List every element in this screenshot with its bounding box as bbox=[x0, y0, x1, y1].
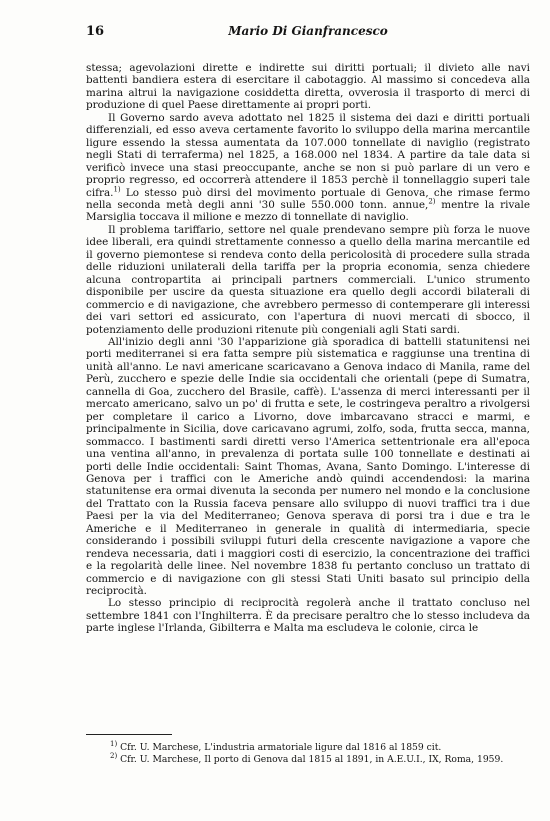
footnote-ref-1: 1) bbox=[113, 185, 121, 194]
paragraph-2-end: mentre la rivale Marsiglia toccava il milione e mezzo di tonnellate di naviglio. bbox=[86, 198, 530, 224]
paragraph-3: Il problema tariffario, settore nel quale prendevano sempre più forza le nuove idee liberali, era quindi strettamente connesso a quello della marina mercantile ed il governo piemontese si rendeva conto della pericolosità di procedere sulla strada delle riduzioni unilaterali della tariffa per la propria economia, senza chiedere alcuna contropartita ai principali partners commerciali. L'unico strumento disponibile per uscire da questa situazione era quello degli accordi bilaterali di commercio e di navigazione, che avrebbero permesso di contemperare gli interessi dei vari settori ed assicurato, con l'apertura di nuovi mercati di sbocco, il potenziamento delle produzioni ritenute più congeniali agli Stati sardi. bbox=[86, 223, 530, 336]
paragraph-2-text: Il Governo sardo aveva adottato nel 1825 il sistema dei dazi e diritti portuali differenziali, ed esso aveva certamente favorito lo sviluppo della marina mercantile ligure essendo la stessa aumentata da 107.000 tonnellate di naviglio (registrato negli Stati di terraferma) nel 1825, a 168.000 nel 1834. A partire da tale data si verificò invece una stasi preoccupante, anche se non si può parlare di un vero e proprio regresso, ed occorrerà attendere il 1853 perchè il tonnellaggio superi tale cifra. bbox=[86, 111, 530, 199]
footnote-1 bbox=[86, 739, 530, 754]
footnote-1-mark: 1) bbox=[110, 739, 118, 748]
body-text bbox=[86, 62, 530, 635]
paragraph-2-cont: Lo stesso può dirsi del movimento portuale di Genova, che rimase fermo nella seconda metà degli anni '30 sulle 550.000 tonn. annue, bbox=[86, 186, 530, 211]
running-head: Mario Di Gianfrancesco bbox=[228, 24, 388, 38]
footnote-divider bbox=[86, 734, 172, 735]
page-header bbox=[86, 24, 530, 44]
footnotes bbox=[86, 739, 530, 765]
page-number: 16 bbox=[86, 24, 105, 39]
footnote-ref-2: 2) bbox=[428, 197, 436, 206]
paragraph-2 bbox=[86, 112, 530, 224]
paragraph-4: All'inizio degli anni '30 l'apparizione già sporadica di battelli statunitensi nei porti mediterranei si era fatta sempre più sistematica e raggiunse una trentina di unità all'anno. Le navi americane scaricavano a Genova indaco di Manila, rame del Perù, zucchero e spezie delle Indie sia occidentali che orientali (pepe di Sumatra, cannella di Goa, zucchero del Brasile, caffè). L'assenza di merci interessanti per il mercato americano, salvo un po' di frutta e sete, le costringeva peraltro a rivolgersi per completare il carico a Livorno, dove imbarcavano stracci e marmi, e principalmente in Sicilia, dove caricavano agrumi, zolfo, soda, frutta secca, manna, sommacco. I bastimenti sardi diretti verso l'America settentrionale era all'epoca una ventina all'anno, in prevalenza di portata sulle 100 tonnellate e destinati ai porti delle Indie occidentali: Saint Thomas, Avana, Santo Domingo. L'interesse di Genova per i traffici con le Americhe andò quindi accendendosi: la marina statunitense era ormai divenuta la seconda per numero nel mondo e la conclusione del Trattato con la Russia faceva pensare allo sviluppo di nuovi traffici tra i due Paesi per la via del Mediterraneo; Genova sperava di porsi tra i due e tra le Americhe e il Mediterraneo in generale in qualità di intermediaria, specie considerando i possibili sviluppi futuri della crescente navigazione a vapore che rendeva necessaria, dati i maggiori costi di esercizio, la concentrazione dei traffici e la regolarità delle linee. Nel novembre 1838 fu pertanto concluso un trattato di commercio e di navigazione con gli stessi Stati Uniti basato sul principio della reciprocità. bbox=[86, 335, 530, 598]
paragraph-5: Lo stesso principio di reciprocità regolerà anche il trattato concluso nel settembre 1841 con l'Inghilterra. È da precisare peraltro che lo stesso includeva da parte inglese l'Irlanda, Gibilterra e Malta ma escludeva le colonie, circa le bbox=[86, 597, 530, 635]
footnote-2-text: Cfr. U. Marchese, Il porto di Genova dal 1815 al 1891, in A.E.U.I., IX, Roma, 1959. bbox=[120, 753, 504, 765]
footnote-2 bbox=[86, 751, 530, 766]
footnote-1-text: Cfr. U. Marchese, L'industria armatoriale ligure dal 1816 al 1859 cit. bbox=[120, 742, 442, 753]
footnote-2-mark: 2) bbox=[110, 751, 118, 760]
paragraph-1: stessa; agevolazioni dirette e indirette sui diritti portuali; il divieto alle navi battenti bandiera estera di esercitare il cabotaggio. Al massimo si concedeva alla marina altrui la navigazione cosiddetta diretta, ovverosia il trasporto di merci di produzione di quel Paese direttamente ai propri porti. bbox=[86, 62, 530, 112]
